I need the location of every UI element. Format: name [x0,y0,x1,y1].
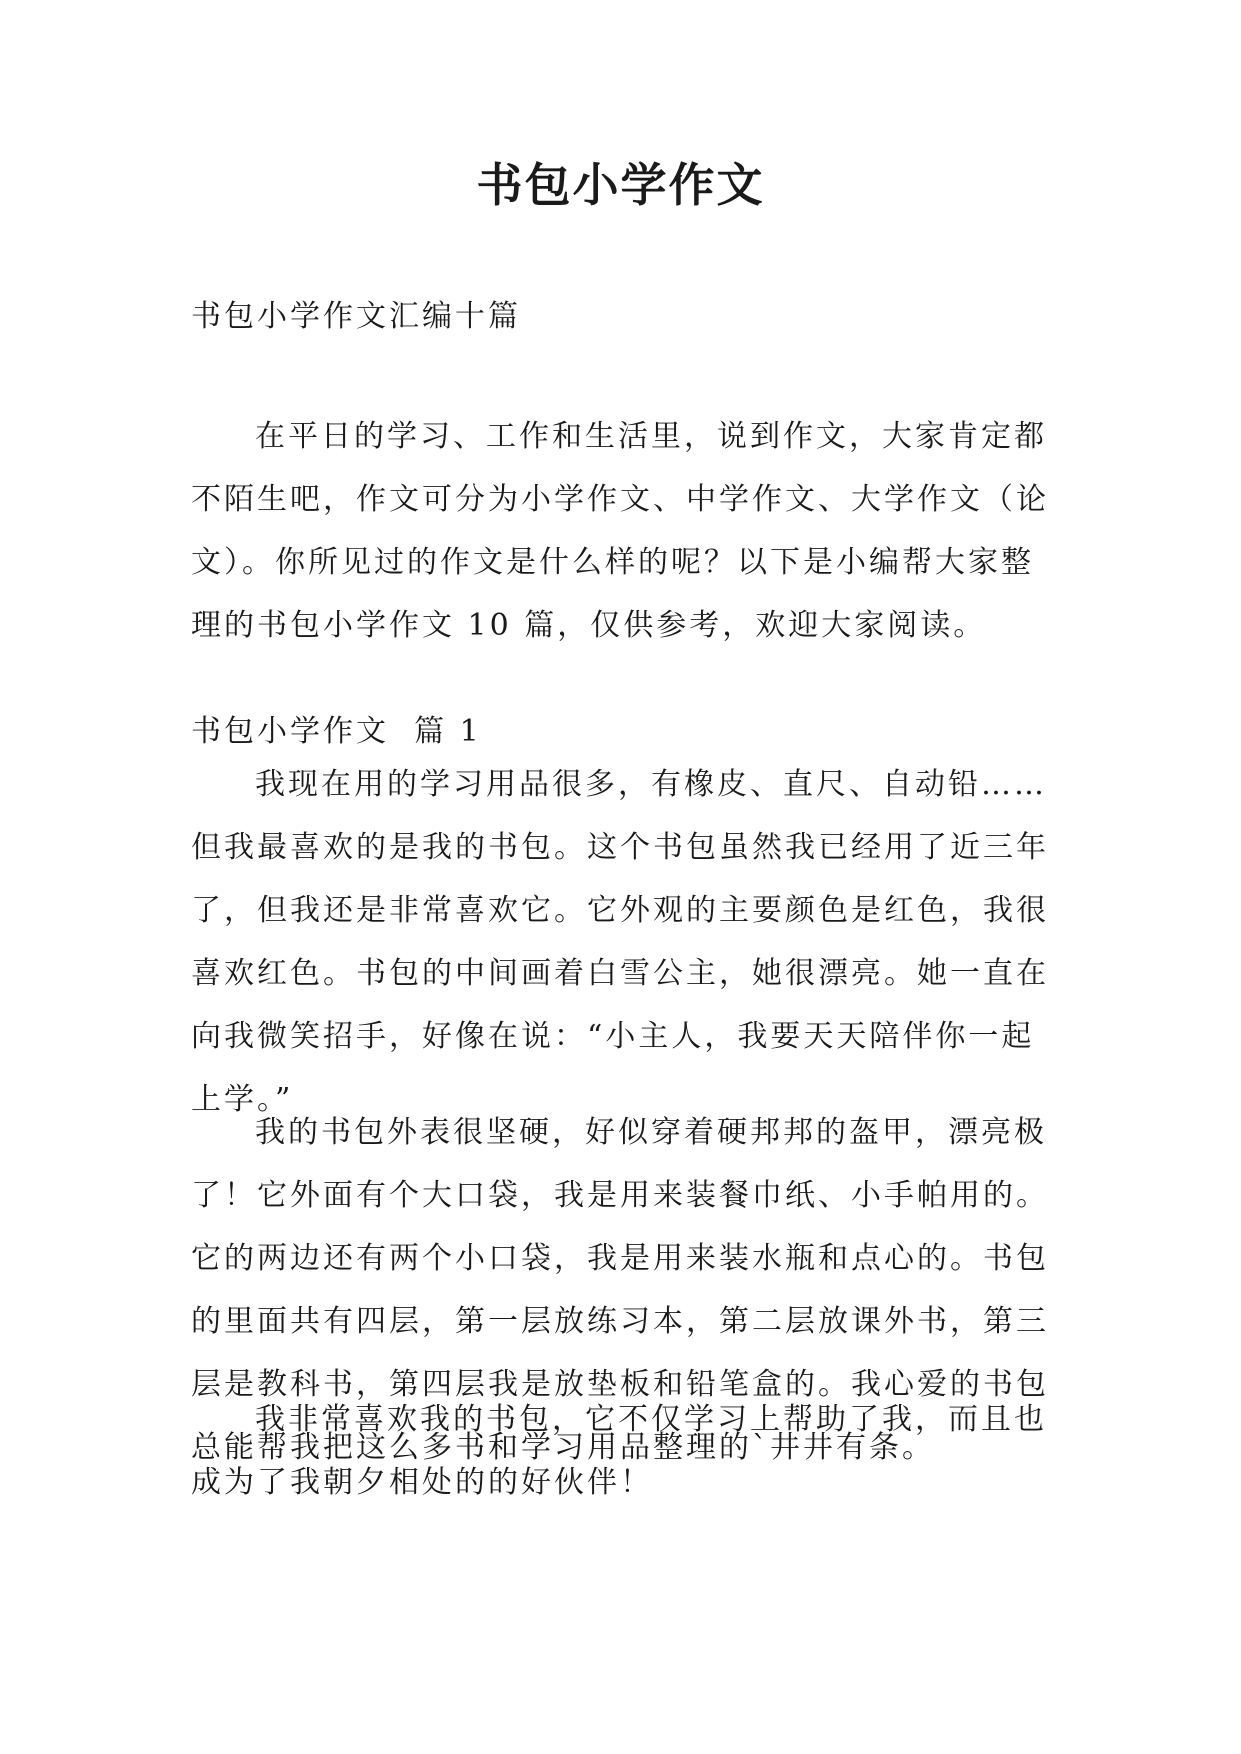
document-subtitle: 书包小学作文汇编十篇 [191,299,521,334]
section-heading: 书包小学作文 篇 1 [191,714,482,749]
intro-paragraph: 在平日的学习、工作和生活里，说到作文，大家肯定都不陌生吧，作文可分为小学作文、中学作文、大学作文（论文）。你所见过的作文是什么样的呢？以下是小编帮大家整理的书包小学作文 10 篇，仅供参考，欢迎大家阅读。 [191,419,1049,643]
body-paragraph-1: 我现在用的学习用品很多，有橡皮、直尺、自动铅……但我最喜欢的是我的书包。这个书包虽然我已经用了近三年了，但我还是非常喜欢它。它外观的主要颜色是红色，我很喜欢红色。书包的中间画着白雪公主，她很漂亮。她一直在向我微笑招手，好像在说：“小主人，我要天天陪伴你一起上学。” [191,767,1049,1117]
page-title: 书包小学作文 [476,158,765,212]
body-paragraph-2: 我的书包外表很坚硬，好似穿着硬邦邦的盔甲，漂亮极了！它外面有个大口袋，我是用来装餐巾纸、小手帕用的。它的两边还有两个小口袋，我是用来装水瓶和点心的。书包的里面共有四层，第一层放练习本，第二层放课外书，第三层是教科书，第四层我是放垫板和铅笔盒的。我心爱的书包总能帮我把这么多书和学习用品整理的`井井有条。 [191,1115,1049,1465]
body-paragraph-3: 我非常喜欢我的书包，它不仅学习上帮助了我，而且也成为了我朝夕相处的的好伙伴！ [191,1402,1047,1500]
